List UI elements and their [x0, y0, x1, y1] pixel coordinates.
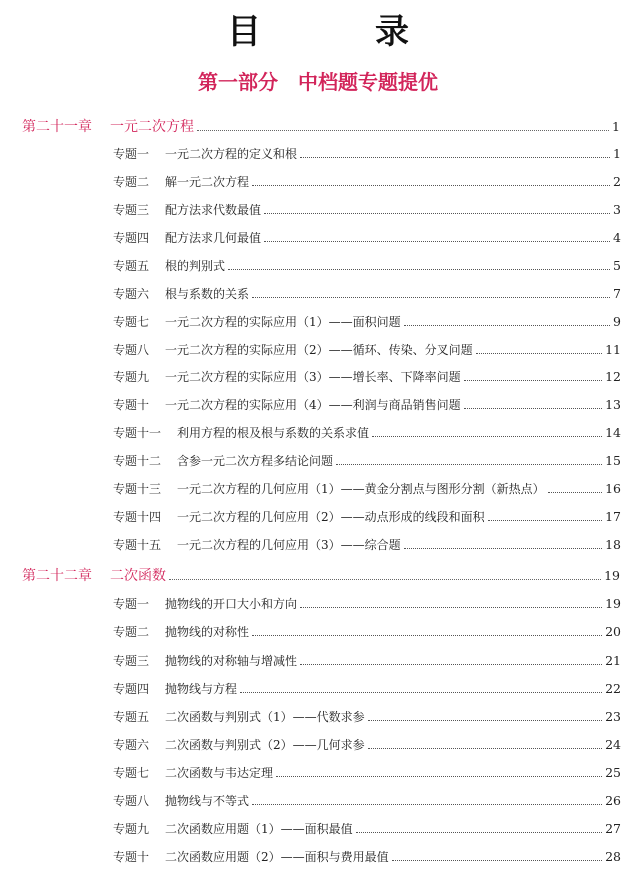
topic-title: 一元二次方程的定义和根: [165, 147, 298, 161]
topic-title: 二次函数应用题（1）——面积最值: [165, 822, 353, 836]
leader-dots: [228, 269, 610, 270]
topic-entry[interactable]: [113, 652, 621, 672]
leader-dots: [300, 664, 602, 665]
page-title: 目 录: [227, 12, 449, 52]
topic-entry[interactable]: [113, 313, 621, 333]
topic-page-number: 27: [605, 821, 621, 836]
topic-title: 一元二次方程的几何应用（1）——黄金分割点与图形分割（新热点）: [177, 482, 545, 496]
topic-page-number: 19: [605, 596, 621, 611]
topic-entry[interactable]: [113, 424, 621, 444]
topic-title: 解一元二次方程: [165, 175, 250, 189]
topic-title: 根的判别式: [165, 259, 226, 273]
chapter-entry[interactable]: [22, 116, 620, 136]
leader-dots: [476, 353, 602, 354]
topic-title: 抛物线的开口大小和方向: [165, 597, 298, 611]
topic-page-number: 24: [605, 737, 621, 752]
topic-entry[interactable]: [113, 848, 621, 868]
leader-dots: [240, 692, 602, 693]
topic-title: 根与系数的关系: [165, 287, 250, 301]
topic-number: 专题五: [113, 710, 150, 724]
leader-dots: [368, 748, 602, 749]
part-title: 第一部分 中档题专题提优: [198, 70, 438, 94]
leader-dots: [336, 464, 602, 465]
topic-title: 一元二次方程的几何应用（2）——动点形成的线段和面积: [177, 510, 485, 524]
leader-dots: [464, 380, 602, 381]
leader-dots: [264, 241, 610, 242]
topic-number: 专题八: [113, 794, 150, 808]
topic-title: 抛物线与方程: [165, 682, 238, 696]
leader-dots: [548, 492, 602, 493]
leader-dots: [169, 579, 601, 580]
topic-page-number: 4: [613, 230, 621, 245]
topic-page-number: 7: [613, 286, 621, 301]
topic-entry[interactable]: [113, 285, 621, 305]
topic-page-number: 15: [605, 453, 621, 468]
topic-number: 专题九: [113, 370, 150, 384]
topic-page-number: 12: [605, 369, 621, 384]
leader-dots: [356, 832, 602, 833]
topic-entry[interactable]: [113, 536, 621, 556]
topic-number: 专题九: [113, 822, 150, 836]
topic-number: 专题四: [113, 682, 150, 696]
topic-number: 专题十二: [113, 454, 162, 468]
topic-title: 一元二次方程的实际应用（4）——利润与商品销售问题: [165, 398, 461, 412]
topic-number: 专题十五: [113, 538, 162, 552]
topic-page-number: 23: [605, 709, 621, 724]
topic-number: 专题二: [113, 175, 150, 189]
topic-entry[interactable]: [113, 508, 621, 528]
topic-page-number: 1: [613, 146, 621, 161]
leader-dots: [404, 548, 602, 549]
leader-dots: [368, 720, 602, 721]
topic-number: 专题十: [113, 850, 150, 864]
leader-dots: [252, 804, 602, 805]
topic-entry[interactable]: [113, 480, 621, 500]
topic-entry[interactable]: [113, 229, 621, 249]
topic-title: 配方法求代数最值: [165, 203, 262, 217]
chapter-entry[interactable]: [22, 565, 620, 585]
topic-page-number: 9: [613, 314, 621, 329]
topic-title: 抛物线的对称轴与增减性: [165, 654, 298, 668]
topic-title: 一元二次方程的实际应用（2）——循环、传染、分叉问题: [165, 343, 473, 357]
chapter-title: 二次函数: [110, 568, 166, 584]
leader-dots: [404, 325, 610, 326]
topic-number: 专题五: [113, 259, 150, 273]
topic-number: 专题七: [113, 766, 150, 780]
topic-page-number: 17: [605, 509, 621, 524]
chapter-page-number: 19: [604, 568, 620, 583]
topic-entry[interactable]: [113, 736, 621, 756]
topic-entry[interactable]: [113, 368, 621, 388]
topic-entry[interactable]: [113, 792, 621, 812]
topic-title: 利用方程的根及根与系数的关系求值: [177, 426, 370, 440]
topic-number: 专题一: [113, 597, 150, 611]
topic-number: 专题七: [113, 315, 150, 329]
topic-title: 配方法求几何最值: [165, 231, 262, 245]
topic-number: 专题二: [113, 625, 150, 639]
topic-page-number: 13: [605, 397, 621, 412]
topic-number: 专题八: [113, 343, 150, 357]
topic-number: 专题三: [113, 654, 150, 668]
topic-entry[interactable]: [113, 680, 621, 700]
topic-page-number: 26: [605, 793, 621, 808]
leader-dots: [197, 130, 609, 131]
chapter-page-number: 1: [612, 119, 620, 134]
topic-page-number: 20: [605, 624, 621, 639]
topic-title: 二次函数与判别式（2）——几何求参: [165, 738, 365, 752]
leader-dots: [300, 607, 602, 608]
topic-page-number: 2: [613, 174, 621, 189]
topic-entry[interactable]: [113, 595, 621, 615]
topic-number: 专题六: [113, 287, 150, 301]
topic-title: 一元二次方程的实际应用（3）——增长率、下降率问题: [165, 370, 461, 384]
leader-dots: [252, 297, 610, 298]
topic-title: 抛物线的对称性: [165, 625, 250, 639]
leader-dots: [276, 776, 602, 777]
topic-entry[interactable]: [113, 452, 621, 472]
topic-title: 一元二次方程的实际应用（1）——面积问题: [165, 315, 401, 329]
topic-page-number: 18: [605, 537, 621, 552]
leader-dots: [252, 185, 610, 186]
chapter-title: 一元二次方程: [110, 119, 194, 135]
topic-entry[interactable]: [113, 708, 621, 728]
topic-number: 专题四: [113, 231, 150, 245]
topic-page-number: 22: [605, 681, 621, 696]
topic-number: 专题十一: [113, 426, 162, 440]
chapter-number: 第二十二章: [22, 568, 92, 584]
topic-page-number: 3: [613, 202, 621, 217]
chapter-number: 第二十一章: [22, 119, 92, 135]
topic-number: 专题三: [113, 203, 150, 217]
topic-entry[interactable]: [113, 201, 621, 221]
topic-page-number: 21: [605, 653, 621, 668]
topic-entry[interactable]: [113, 764, 621, 784]
leader-dots: [464, 408, 602, 409]
topic-number: 专题十四: [113, 510, 162, 524]
leader-dots: [372, 436, 602, 437]
topic-entry[interactable]: [113, 623, 621, 643]
topic-title: 二次函数应用题（2）——面积与费用最值: [165, 850, 389, 864]
topic-entry[interactable]: [113, 145, 621, 165]
leader-dots: [264, 213, 610, 214]
topic-page-number: 16: [605, 481, 621, 496]
topic-number: 专题十: [113, 398, 150, 412]
topic-title: 二次函数与韦达定理: [165, 766, 274, 780]
topic-title: 二次函数与判别式（1）——代数求参: [165, 710, 365, 724]
topic-page-number: 5: [613, 258, 621, 273]
topic-number: 专题十三: [113, 482, 162, 496]
topic-number: 专题六: [113, 738, 150, 752]
topic-entry[interactable]: [113, 341, 621, 361]
topic-entry[interactable]: [113, 173, 621, 193]
topic-entry[interactable]: [113, 396, 621, 416]
leader-dots: [300, 157, 610, 158]
topic-title: 含参一元二次方程多结论问题: [177, 454, 334, 468]
topic-page-number: 14: [605, 425, 621, 440]
topic-title: 一元二次方程的几何应用（3）——综合题: [177, 538, 401, 552]
leader-dots: [392, 860, 602, 861]
leader-dots: [252, 635, 602, 636]
topic-page-number: 11: [605, 342, 621, 357]
topic-page-number: 25: [605, 765, 621, 780]
topic-number: 专题一: [113, 147, 150, 161]
topic-entry[interactable]: [113, 820, 621, 840]
topic-entry[interactable]: [113, 257, 621, 277]
topic-page-number: 28: [605, 849, 621, 864]
topic-title: 抛物线与不等式: [165, 794, 250, 808]
leader-dots: [488, 520, 602, 521]
